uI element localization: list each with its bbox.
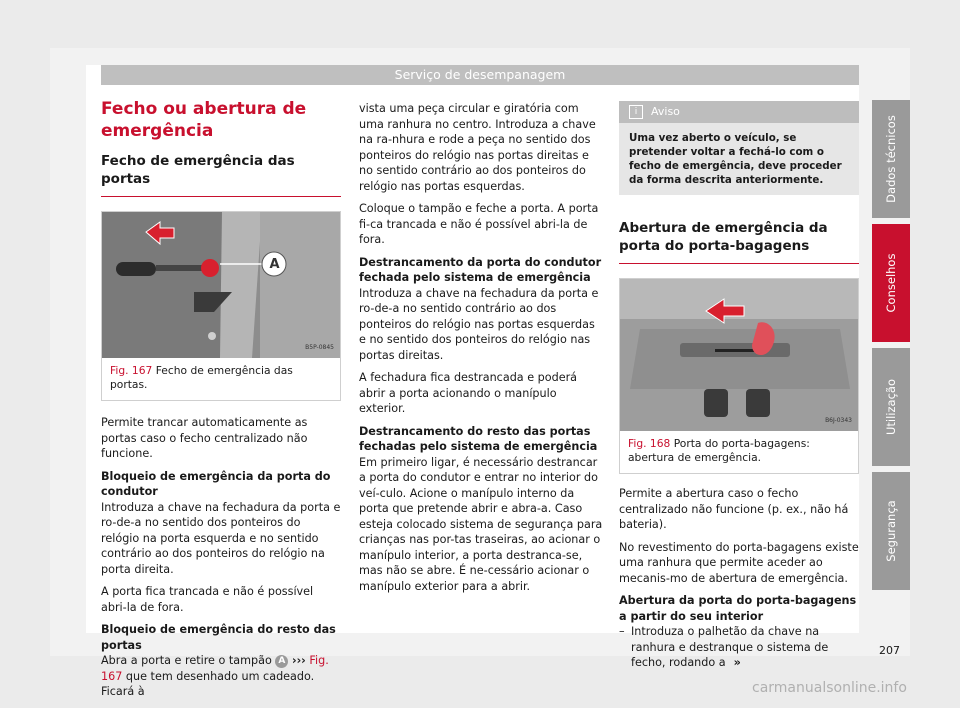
- list-item: [619, 624, 859, 671]
- subheading: Destrancamento do resto das portas fechadas pelo sistema de emergência: [359, 424, 598, 453]
- callout-a: A: [269, 257, 280, 272]
- figure-reference-link[interactable]: Fig. 167: [101, 654, 329, 683]
- tab-utilizacao[interactable]: [872, 348, 910, 466]
- trunk-illustration: [620, 279, 858, 431]
- paragraph: vista uma peça circular e giratória com uma ranhura no centro. Introduza a chave na ra-nhura e rode a peça no sentido dos ponteiros do relógio nas portas direitas e no sentido contrário ao dos ponteiros do relógio nas portas esquerdas.: [359, 102, 596, 193]
- list-item-text: [631, 624, 859, 671]
- tab-label: Segurança: [884, 500, 898, 562]
- side-tabs: [872, 100, 910, 596]
- tab-conselhos[interactable]: [872, 224, 910, 342]
- paragraph: A porta fica trancada e não é possível abri-la de fora.: [101, 585, 314, 614]
- figure-code: B5P-0845: [305, 343, 334, 351]
- figure-168: [619, 278, 859, 474]
- paragraph: [101, 653, 341, 700]
- figure-label: Fig. 168: [628, 437, 671, 450]
- paragraph-text: Abra a porta e retire o tampão: [101, 654, 272, 667]
- tab-seguranca[interactable]: [872, 472, 910, 590]
- subsection-heading: Fecho de emergência das portas: [101, 152, 341, 197]
- paragraph-text: que tem desenhado um cadeado. Ficará à: [101, 669, 315, 698]
- page-number: 207: [879, 644, 900, 657]
- figure-caption: [102, 358, 340, 400]
- paragraph: No revestimento do porta-bagagens existe uma ranhura que permite aceder ao mecanis-mo de abertura de emergência.: [619, 540, 859, 585]
- figure-code: B6J-0343: [825, 416, 852, 424]
- watermark: carmanualsonline.info: [752, 680, 907, 696]
- warning-text: Uma vez aberto o veículo, se pretender voltar a fechá-lo com o fecho de emergência, deve proceder da forma descrita anteriormente.: [629, 132, 842, 186]
- cross-ref-arrows: ›››: [291, 654, 306, 667]
- page-header-title: Serviço de desempanagem: [394, 67, 566, 82]
- info-icon: i: [629, 105, 643, 119]
- door-lock-photo: [102, 212, 340, 358]
- continue-arrow-icon: »: [733, 656, 741, 669]
- figure-label: Fig. 167: [110, 364, 153, 377]
- subheading: Bloqueio de emergência da porta do condutor: [101, 469, 331, 498]
- trunk-photo: [620, 279, 858, 431]
- paragraph: A fechadura fica destrancada e poderá abrir a porta acionando o manípulo exterior.: [359, 371, 578, 415]
- subsection-heading: Abertura de emergência da porta do porta-bagagens: [619, 219, 859, 264]
- paragraph: Introduza a chave na fechadura da porta e ro-de-a no sentido contrário ao dos ponteiros do relógio nas portas esquerdas e no sentido dos ponteiros do relógio nas portas direitas.: [359, 286, 599, 362]
- tab-dados-tecnicos[interactable]: [872, 100, 910, 218]
- right-column: [619, 101, 859, 671]
- middle-column: [359, 101, 603, 601]
- door-lock-illustration: [102, 212, 340, 358]
- list-item-text-body: Introduza o palhetão da chave na ranhura e destranque o sistema de fecho, rodando a: [631, 625, 829, 669]
- warning-header: [619, 101, 859, 123]
- paragraph: Introduza a chave na fechadura da porta e ro-de-a no sentido dos ponteiros do relógio na porta esquerda e no sentido contrário ao dos ponteiros do relógio na porta direita.: [101, 500, 341, 576]
- figure-caption: [620, 431, 858, 473]
- figure-caption-text: Fecho de emergência das portas.: [110, 364, 293, 391]
- paragraph: Permite a abertura caso o fecho centralizado não funcione (p. ex., não há bateria).: [619, 487, 849, 531]
- figure-caption-text: Porta do porta-bagagens: abertura de emergência.: [628, 437, 810, 464]
- paragraph: Em primeiro ligar, é necessário destrancar a porta do condutor e entrar no interior do veí-culo. Acione o manípulo interno da porta que pretende abrir e abra-a. Caso esteja colocado sistema de segurança para crianças nas por-tas traseiras, ao acionar o manípulo interior, a porta destranca-se, mas não se abre. É ne-cessário acionar o manípulo exterior para a abrir.: [359, 455, 603, 593]
- warning-title: Aviso: [651, 105, 680, 118]
- tab-label: Utilização: [884, 378, 898, 436]
- warning-box: [619, 101, 859, 195]
- tab-label: Dados técnicos: [884, 115, 898, 203]
- callout-a-inline: A: [275, 655, 288, 668]
- subheading: Bloqueio de emergência do resto das portas: [101, 623, 336, 652]
- subheading: Destrancamento da porta do condutor fechada pelo sistema de emergência: [359, 255, 602, 284]
- paragraph: Permite trancar automaticamente as portas caso o fecho centralizado não funcione.: [101, 416, 308, 460]
- figure-167: [101, 211, 341, 401]
- list-dash: –: [619, 625, 625, 638]
- section-heading: Fecho ou abertura de emergência: [101, 99, 307, 141]
- paragraph: Coloque o tampão e feche a porta. A porta fi-ca trancada e não é possível abri-la de fora.: [359, 202, 599, 246]
- tab-label: Conselhos: [884, 253, 898, 313]
- left-column: [101, 98, 341, 700]
- subheading: Abertura da porta do porta-bagagens a partir do seu interior: [619, 594, 857, 623]
